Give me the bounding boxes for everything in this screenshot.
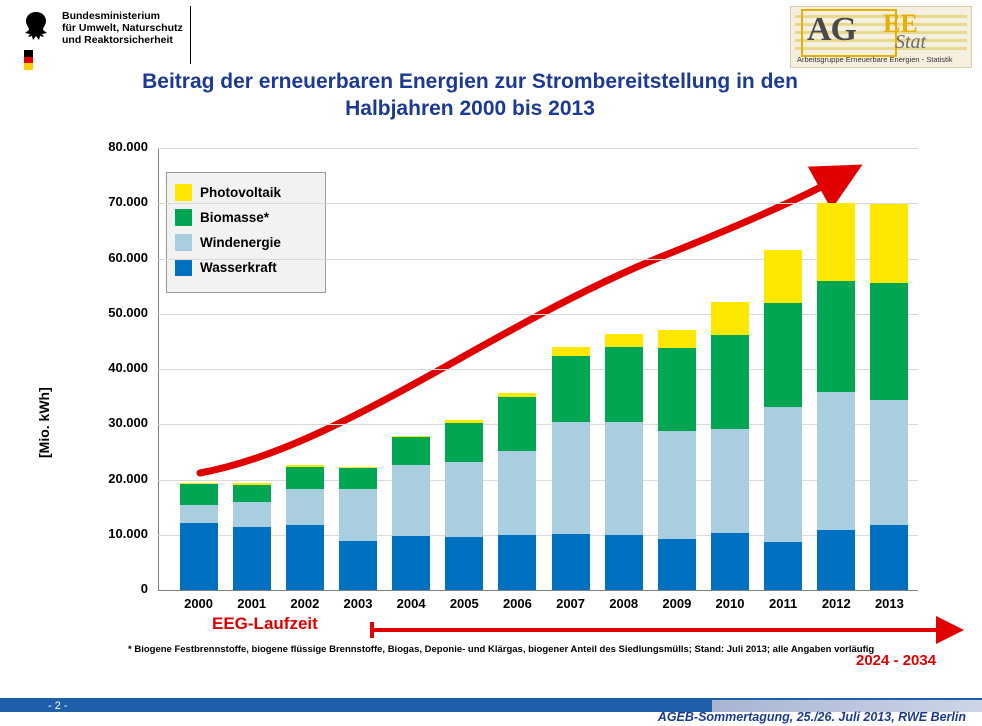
legend-label-photovoltaik: Photovoltaik [200,185,282,200]
gridline [158,259,918,260]
x-axis-tick-label: 2008 [609,596,639,611]
x-axis-tick-label: 2009 [662,596,692,611]
bar-segment-windenergie-2003[interactable] [339,489,377,541]
y-axis-tick-label: 80.000 [108,139,148,154]
y-axis-tick-label: 40.000 [108,360,148,375]
ministry-line-1: Bundesministerium [62,10,161,22]
bar-segment-wasserkraft-2011[interactable] [764,542,802,590]
gridline [158,314,918,315]
ministry-name [62,10,183,46]
x-axis-tick-label: 2002 [290,596,320,611]
legend-label-wasserkraft: Wasserkraft [200,260,277,275]
bar-segment-windenergie-2012[interactable] [817,392,855,530]
bar-segment-biomasse-2003[interactable] [339,468,377,488]
chart-container [0,128,982,628]
agee-logo-ee: EE [883,9,918,38]
bar-segment-wasserkraft-2012[interactable] [817,530,855,590]
bar-segment-biomasse-2004[interactable] [392,437,430,465]
bar-segment-biomasse-2006[interactable] [498,397,536,451]
bar-segment-windenergie-2002[interactable] [286,489,324,525]
bar-segment-biomasse-2008[interactable] [605,347,643,421]
gridline [158,203,918,204]
bar-group-2001[interactable] [233,148,271,590]
x-axis-tick-label: 2003 [343,596,373,611]
bar-segment-photovoltaik-2001[interactable] [233,483,271,485]
gridline [158,480,918,481]
bar-segment-biomasse-2002[interactable] [286,467,324,489]
bar-segment-biomasse-2010[interactable] [711,335,749,429]
bar-segment-biomasse-2005[interactable] [445,423,483,462]
bar-segment-windenergie-2007[interactable] [552,422,590,534]
x-axis-tick-label: 2007 [556,596,586,611]
bar-segment-wasserkraft-2010[interactable] [711,533,749,590]
bar-group-2004[interactable] [392,148,430,590]
y-axis-tick-label: 10.000 [108,525,148,541]
bar-segment-wasserkraft-2008[interactable] [605,535,643,590]
bar-segment-photovoltaik-2009[interactable] [658,330,696,348]
agee-logo-stat: Stat [895,31,927,53]
bar-segment-wasserkraft-2007[interactable] [552,534,590,590]
y-axis-tick-label: 0 [140,581,148,596]
x-axis-tick-label: 2000 [184,596,214,611]
y-axis-label: [Mio. kWh] [36,387,52,458]
bar-segment-photovoltaik-2008[interactable] [605,334,643,348]
bar-segment-photovoltaik-2000[interactable] [180,483,218,484]
bar-segment-wasserkraft-2009[interactable] [658,539,696,590]
page-title: Beitrag der erneuerbaren Energien zur Strombereitstellung in den Halbjahren 2000 bis 2013 [142,70,798,120]
bar-segment-photovoltaik-2010[interactable] [711,302,749,336]
agee-logo-main: AG [807,11,856,48]
ministry-line-3: und Reaktorsicherheit [62,34,173,46]
bar-group-2009[interactable] [658,148,696,590]
bar-segment-windenergie-2001[interactable] [233,502,271,527]
ministry-logo [14,6,191,64]
years-range-label: 2024 - 2034 [856,652,937,669]
footer-source: AGEB-Sommertagung, 25./26. Juli 2013, RWE Berlin [657,710,966,724]
agee-logo-subtitle: Arbeitsgruppe Erneuerbare Energien - Statistik [797,55,953,64]
bar-group-2012[interactable] [817,148,855,590]
bar-segment-wasserkraft-2004[interactable] [392,536,430,590]
german-flag-icon [24,50,33,70]
bar-segment-photovoltaik-2004[interactable] [392,436,430,437]
bar-segment-windenergie-2000[interactable] [180,505,218,522]
chart-footnote: * Biogene Festbrennstoffe, biogene flüssige Brennstoffe, Biogas, Deponie- und Klärgas, biogener Anteil des Siedlungsmülls; Stand: Juli 2013; alle Angaben vorläufig [128,644,875,655]
bar-segment-wasserkraft-2000[interactable] [180,523,218,590]
eeg-laufzeit-label: EEG-Laufzeit [212,614,318,633]
bar-segment-biomasse-2011[interactable] [764,303,802,406]
bar-segment-photovoltaik-2005[interactable] [445,420,483,422]
bar-group-2005[interactable] [445,148,483,590]
bar-segment-windenergie-2009[interactable] [658,431,696,538]
gridline [158,148,918,149]
y-axis-tick-label: 20.000 [108,470,148,486]
footer-bar [0,700,712,712]
y-axis-tick-label: 70.000 [108,194,148,210]
bar-group-2002[interactable] [286,148,324,590]
bar-segment-photovoltaik-2011[interactable] [764,250,802,303]
x-axis-tick-label: 2001 [237,596,267,611]
bar-segment-wasserkraft-2001[interactable] [233,527,271,590]
bar-segment-biomasse-2013[interactable] [870,283,908,400]
agee-stat-logo [790,6,972,68]
bar-segment-photovoltaik-2003[interactable] [339,467,377,469]
bar-segment-windenergie-2010[interactable] [711,429,749,533]
bar-segment-photovoltaik-2002[interactable] [286,465,324,467]
bar-segment-wasserkraft-2013[interactable] [870,525,908,590]
gridline [158,369,918,370]
x-axis-tick-label: 2010 [715,596,745,611]
slide-header [0,0,982,70]
bar-segment-windenergie-2004[interactable] [392,465,430,536]
bar-segment-biomasse-2009[interactable] [658,348,696,431]
x-axis [158,590,918,591]
bar-group-2006[interactable] [498,148,536,590]
bar-group-2010[interactable] [711,148,749,590]
x-axis-tick-label: 2006 [502,596,532,611]
x-axis-tick-label: 2005 [449,596,479,611]
bar-segment-biomasse-2007[interactable] [552,356,590,422]
bar-segment-windenergie-2008[interactable] [605,422,643,535]
legend-label-windenergie: Windenergie [200,235,281,250]
bar-segment-windenergie-2011[interactable] [764,407,802,542]
x-axis-tick-label: 2012 [821,596,851,611]
bar-group-2013[interactable] [870,148,908,590]
x-axis-tick-label: 2013 [874,596,904,611]
y-axis-tick-label: 50.000 [108,304,148,320]
gridline [158,424,918,425]
bar-segment-photovoltaik-2012[interactable] [817,203,855,281]
bar-segment-wasserkraft-2003[interactable] [339,541,377,590]
bar-segment-biomasse-2001[interactable] [233,485,271,502]
eeg-timeline-arrow [370,618,970,644]
y-axis-tick-label: 60.000 [108,249,148,265]
bar-segment-wasserkraft-2002[interactable] [286,525,324,590]
federal-eagle-icon [16,8,56,48]
y-axis-tick-label: 30.000 [108,415,148,431]
legend-label-biomasse: Biomasse* [200,210,270,225]
bar-segment-photovoltaik-2013[interactable] [870,204,908,282]
bar-segment-windenergie-2013[interactable] [870,400,908,525]
bar-segment-wasserkraft-2005[interactable] [445,537,483,590]
bar-segment-photovoltaik-2007[interactable] [552,347,590,355]
bar-segment-biomasse-2012[interactable] [817,281,855,392]
bar-segment-windenergie-2005[interactable] [445,462,483,537]
bar-segment-photovoltaik-2006[interactable] [498,393,536,397]
bar-group-2011[interactable] [764,148,802,590]
x-axis-tick-label: 2011 [769,596,798,611]
bar-segment-biomasse-2000[interactable] [180,484,218,506]
bar-segment-wasserkraft-2006[interactable] [498,535,536,590]
bar-group-2000[interactable] [180,148,218,590]
ministry-line-2: für Umwelt, Naturschutz [62,22,183,34]
bar-group-2007[interactable] [552,148,590,590]
x-axis-tick-label: 2004 [396,596,426,611]
bar-group-2008[interactable] [605,148,643,590]
bar-group-2003[interactable] [339,148,377,590]
page-number: - 2 - [48,700,68,712]
gridline [158,535,918,536]
bar-segment-windenergie-2006[interactable] [498,451,536,536]
